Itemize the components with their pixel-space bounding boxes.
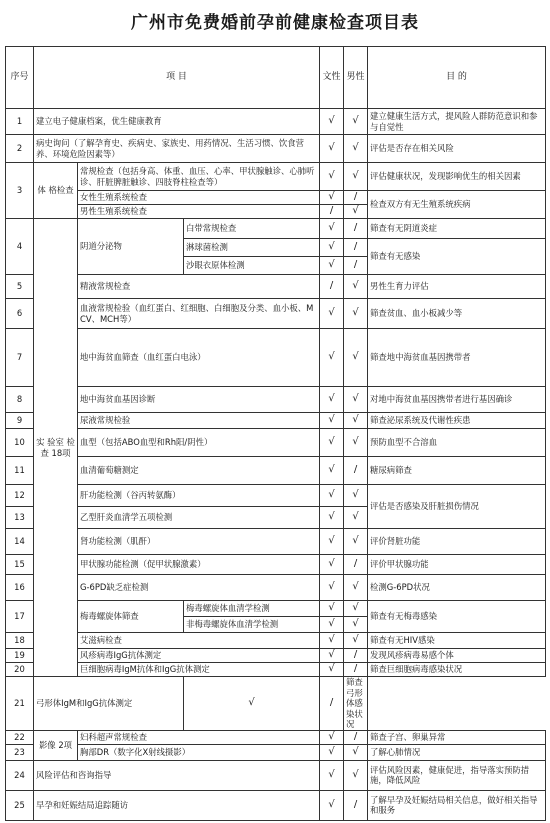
table-row bbox=[6, 633, 546, 649]
row-purpose: 发现风疹病毒易感个体 bbox=[368, 649, 546, 663]
row-no: 8 bbox=[6, 387, 34, 413]
row-purpose: 评价肾脏功能 bbox=[368, 529, 546, 555]
female-mark: √ bbox=[184, 677, 320, 731]
row-item: 乙型肝炎血清学五项检测 bbox=[78, 507, 320, 529]
male-mark: √ bbox=[344, 205, 368, 219]
row-purpose: 男性生育力评估 bbox=[368, 275, 546, 299]
female-mark: / bbox=[320, 275, 344, 299]
female-mark: √ bbox=[320, 790, 344, 820]
row-item: G-6PD缺乏症检测 bbox=[78, 575, 320, 601]
female-mark: √ bbox=[320, 191, 344, 205]
row-subitem: 梅毒螺旋体血清学检测 bbox=[184, 601, 320, 617]
row-no: 7 bbox=[6, 329, 34, 387]
row-item: 血液常规检验（血红蛋白、红细胞、白细胞及分类、血小板、MCV、MCH等） bbox=[78, 299, 320, 329]
female-mark: √ bbox=[320, 760, 344, 790]
table-row bbox=[6, 760, 546, 790]
female-mark: √ bbox=[320, 219, 344, 239]
row-item: 地中海贫血基因诊断 bbox=[78, 387, 320, 413]
male-mark: / bbox=[344, 663, 368, 677]
row-purpose: 筛查地中海贫血基因携带者 bbox=[368, 329, 546, 387]
group-imaging-label: 影像 2项 bbox=[34, 730, 78, 760]
row-purpose: 筛查有无感染 bbox=[368, 239, 546, 275]
male-mark: √ bbox=[344, 413, 368, 429]
row-item: 风险评估和咨询指导 bbox=[34, 760, 320, 790]
male-mark: √ bbox=[344, 387, 368, 413]
row-purpose: 筛查有无梅毒感染 bbox=[368, 601, 546, 633]
table-row bbox=[6, 135, 546, 163]
female-mark: √ bbox=[320, 730, 344, 744]
table-row bbox=[6, 485, 546, 507]
table-row bbox=[6, 219, 546, 239]
male-mark: / bbox=[344, 790, 368, 820]
row-item: 梅毒螺旋体筛查 bbox=[78, 601, 184, 633]
male-mark: √ bbox=[344, 329, 368, 387]
male-mark: √ bbox=[344, 429, 368, 457]
row-no: 4 bbox=[6, 219, 34, 275]
table-row bbox=[6, 387, 546, 413]
row-no: 5 bbox=[6, 275, 34, 299]
row-item: 甲状腺功能检测（促甲状腺激素） bbox=[78, 555, 320, 575]
female-mark: √ bbox=[320, 429, 344, 457]
table-row bbox=[6, 649, 546, 663]
row-purpose: 了解心肺情况 bbox=[368, 744, 546, 760]
table-row bbox=[6, 329, 546, 387]
male-mark: √ bbox=[344, 109, 368, 135]
male-mark: / bbox=[344, 239, 368, 257]
female-mark: √ bbox=[320, 329, 344, 387]
male-mark: / bbox=[344, 219, 368, 239]
table-row bbox=[6, 555, 546, 575]
row-item: 风疹病毒IgG抗体测定 bbox=[78, 649, 320, 663]
row-purpose: 检查双方有无生殖系统疾病 bbox=[368, 191, 546, 219]
male-mark: / bbox=[344, 457, 368, 485]
table-row bbox=[6, 457, 546, 485]
female-mark: √ bbox=[320, 649, 344, 663]
female-mark: √ bbox=[320, 617, 344, 633]
row-subitem: 沙眼衣原体检测 bbox=[184, 257, 320, 275]
row-no: 13 bbox=[6, 507, 34, 529]
row-item: 尿液常规检验 bbox=[78, 413, 320, 429]
row-no: 12 bbox=[6, 485, 34, 507]
header-male: 男性 bbox=[344, 47, 368, 109]
header-female: 文性 bbox=[320, 47, 344, 109]
female-mark: √ bbox=[320, 387, 344, 413]
female-mark: √ bbox=[320, 413, 344, 429]
row-item: 巨细胞病毒IgM抗体和IgG抗体测定 bbox=[78, 663, 320, 677]
table-row bbox=[6, 677, 546, 731]
female-mark: √ bbox=[320, 485, 344, 507]
row-purpose: 对地中海贫血基因携带者进行基因确诊 bbox=[368, 387, 546, 413]
row-no: 20 bbox=[6, 663, 34, 677]
table-row bbox=[6, 109, 546, 135]
row-no: 17 bbox=[6, 601, 34, 633]
male-mark: √ bbox=[344, 575, 368, 601]
row-purpose: 筛查巨细胞病毒感染状况 bbox=[368, 663, 546, 677]
row-purpose: 评估是否感染及肝脏损伤情况 bbox=[368, 485, 546, 529]
row-no: 16 bbox=[6, 575, 34, 601]
row-purpose: 评价甲状腺功能 bbox=[368, 555, 546, 575]
female-mark: √ bbox=[320, 663, 344, 677]
row-item: 精液常规检查 bbox=[78, 275, 320, 299]
row-no: 2 bbox=[6, 135, 34, 163]
row-no: 11 bbox=[6, 457, 34, 485]
female-mark: √ bbox=[320, 299, 344, 329]
row-item: 妇科超声常规检查 bbox=[78, 730, 320, 744]
female-mark: √ bbox=[320, 507, 344, 529]
table-row bbox=[6, 601, 546, 617]
row-item: 女性生殖系统检查 bbox=[78, 191, 320, 205]
male-mark: √ bbox=[344, 617, 368, 633]
row-item: 血型（包括ABO血型和Rh阳/阴性） bbox=[78, 429, 320, 457]
row-purpose: 筛查有无阴道炎症 bbox=[368, 219, 546, 239]
female-mark: √ bbox=[320, 601, 344, 617]
row-subitem: 淋球菌检测 bbox=[184, 239, 320, 257]
female-mark: √ bbox=[320, 744, 344, 760]
table-row bbox=[6, 299, 546, 329]
male-mark: √ bbox=[344, 633, 368, 649]
male-mark: / bbox=[320, 677, 344, 731]
row-item: 早孕和妊娠结局追踪随访 bbox=[34, 790, 320, 820]
row-no: 25 bbox=[6, 790, 34, 820]
table-row bbox=[6, 730, 546, 744]
female-mark: √ bbox=[320, 529, 344, 555]
table-row bbox=[6, 744, 546, 760]
row-no: 21 bbox=[6, 677, 34, 731]
male-mark: / bbox=[344, 649, 368, 663]
row-purpose: 筛查泌尿系统及代谢性疾患 bbox=[368, 413, 546, 429]
row-purpose: 筛查子宫、卵巢异常 bbox=[368, 730, 546, 744]
row-purpose: 检测G-6PD状况 bbox=[368, 575, 546, 601]
table-row bbox=[6, 663, 546, 677]
group-physical-label: 体 格检查 bbox=[34, 163, 78, 219]
row-item: 阴道分泌物 bbox=[78, 219, 184, 275]
male-mark: √ bbox=[344, 760, 368, 790]
row-no: 1 bbox=[6, 109, 34, 135]
row-item: 肾功能检测（肌酐） bbox=[78, 529, 320, 555]
row-item: 常规检查（包括身高、体重、血压、心率、甲状腺触诊、心肺听诊、肝脏脾脏触诊、四肢脊柱检查等） bbox=[78, 163, 320, 191]
row-subitem: 白带常规检查 bbox=[184, 219, 320, 239]
checkup-table bbox=[5, 46, 546, 821]
female-mark: √ bbox=[320, 257, 344, 275]
female-mark: √ bbox=[320, 555, 344, 575]
male-mark: / bbox=[344, 555, 368, 575]
row-no: 24 bbox=[6, 760, 34, 790]
table-row bbox=[6, 163, 546, 191]
row-item: 建立电子健康档案，优生健康教育 bbox=[34, 109, 320, 135]
row-item: 艾滋病检查 bbox=[78, 633, 320, 649]
row-no: 15 bbox=[6, 555, 34, 575]
row-no: 10 bbox=[6, 429, 34, 457]
male-mark: / bbox=[344, 730, 368, 744]
male-mark: √ bbox=[344, 601, 368, 617]
table-row bbox=[6, 575, 546, 601]
row-purpose: 筛查有无HIV感染 bbox=[368, 633, 546, 649]
female-mark: √ bbox=[320, 239, 344, 257]
table-row bbox=[6, 413, 546, 429]
female-mark: √ bbox=[320, 575, 344, 601]
row-item: 病史询问（了解孕育史、疾病史、家族史、用药情况、生活习惯、饮食营养、环境危险因素等） bbox=[34, 135, 320, 163]
row-purpose: 糖尿病筛查 bbox=[368, 457, 546, 485]
row-item: 弓形体IgM和IgG抗体测定 bbox=[34, 677, 184, 731]
page-title: 广州市免费婚前孕前健康检查项目表 bbox=[131, 13, 419, 33]
male-mark: √ bbox=[344, 299, 368, 329]
row-item: 肝功能检测（谷丙转氨酶） bbox=[78, 485, 320, 507]
row-purpose: 筛查弓形体感染状况 bbox=[344, 677, 368, 731]
row-no: 3 bbox=[6, 163, 34, 219]
row-subitem: 非梅毒螺旋体血清学检测 bbox=[184, 617, 320, 633]
male-mark: √ bbox=[344, 163, 368, 191]
row-item: 男性生殖系统检查 bbox=[78, 205, 320, 219]
male-mark: √ bbox=[344, 275, 368, 299]
row-no: 23 bbox=[6, 744, 34, 760]
header-no: 序号 bbox=[6, 47, 34, 109]
group-lab-label: 实 验室 检 查 18项 bbox=[34, 219, 78, 677]
row-no: 9 bbox=[6, 413, 34, 429]
male-mark: √ bbox=[344, 744, 368, 760]
row-purpose: 评估健康状况，发现影响优生的相关因素 bbox=[368, 163, 546, 191]
female-mark: / bbox=[320, 205, 344, 219]
male-mark: / bbox=[344, 191, 368, 205]
row-no: 22 bbox=[6, 730, 34, 744]
header-purpose: 目 的 bbox=[368, 47, 546, 109]
row-item: 血清葡萄糖测定 bbox=[78, 457, 320, 485]
female-mark: √ bbox=[320, 135, 344, 163]
table-row bbox=[6, 529, 546, 555]
row-purpose: 评估是否存在相关风险 bbox=[368, 135, 546, 163]
table-row bbox=[6, 429, 546, 457]
row-item: 胸部DR（数字化X射线摄影） bbox=[78, 744, 320, 760]
row-no: 18 bbox=[6, 633, 34, 649]
row-purpose: 建立健康生活方式，提风险人群防范意识和参与自觉性 bbox=[368, 109, 546, 135]
row-purpose: 预防血型不合溶血 bbox=[368, 429, 546, 457]
female-mark: √ bbox=[320, 109, 344, 135]
row-purpose: 筛查贫血、血小板减少等 bbox=[368, 299, 546, 329]
male-mark: √ bbox=[344, 507, 368, 529]
male-mark: √ bbox=[344, 135, 368, 163]
male-mark: √ bbox=[344, 529, 368, 555]
row-no: 19 bbox=[6, 649, 34, 663]
table-row bbox=[6, 275, 546, 299]
row-purpose: 了解早孕及妊娠结局相关信息，做好相关指导和服务 bbox=[368, 790, 546, 820]
table-row bbox=[6, 790, 546, 820]
male-mark: √ bbox=[344, 485, 368, 507]
row-no: 14 bbox=[6, 529, 34, 555]
row-purpose: 评估风险因素，健康促进，指导落实预防措施，降低风险 bbox=[368, 760, 546, 790]
table-header-row bbox=[6, 47, 546, 109]
header-item: 项 目 bbox=[34, 47, 320, 109]
male-mark: / bbox=[344, 257, 368, 275]
female-mark: √ bbox=[320, 457, 344, 485]
row-item: 地中海贫血筛查（血红蛋白电泳） bbox=[78, 329, 320, 387]
female-mark: √ bbox=[320, 633, 344, 649]
female-mark: √ bbox=[320, 163, 344, 191]
row-no: 6 bbox=[6, 299, 34, 329]
table-row bbox=[6, 191, 546, 205]
